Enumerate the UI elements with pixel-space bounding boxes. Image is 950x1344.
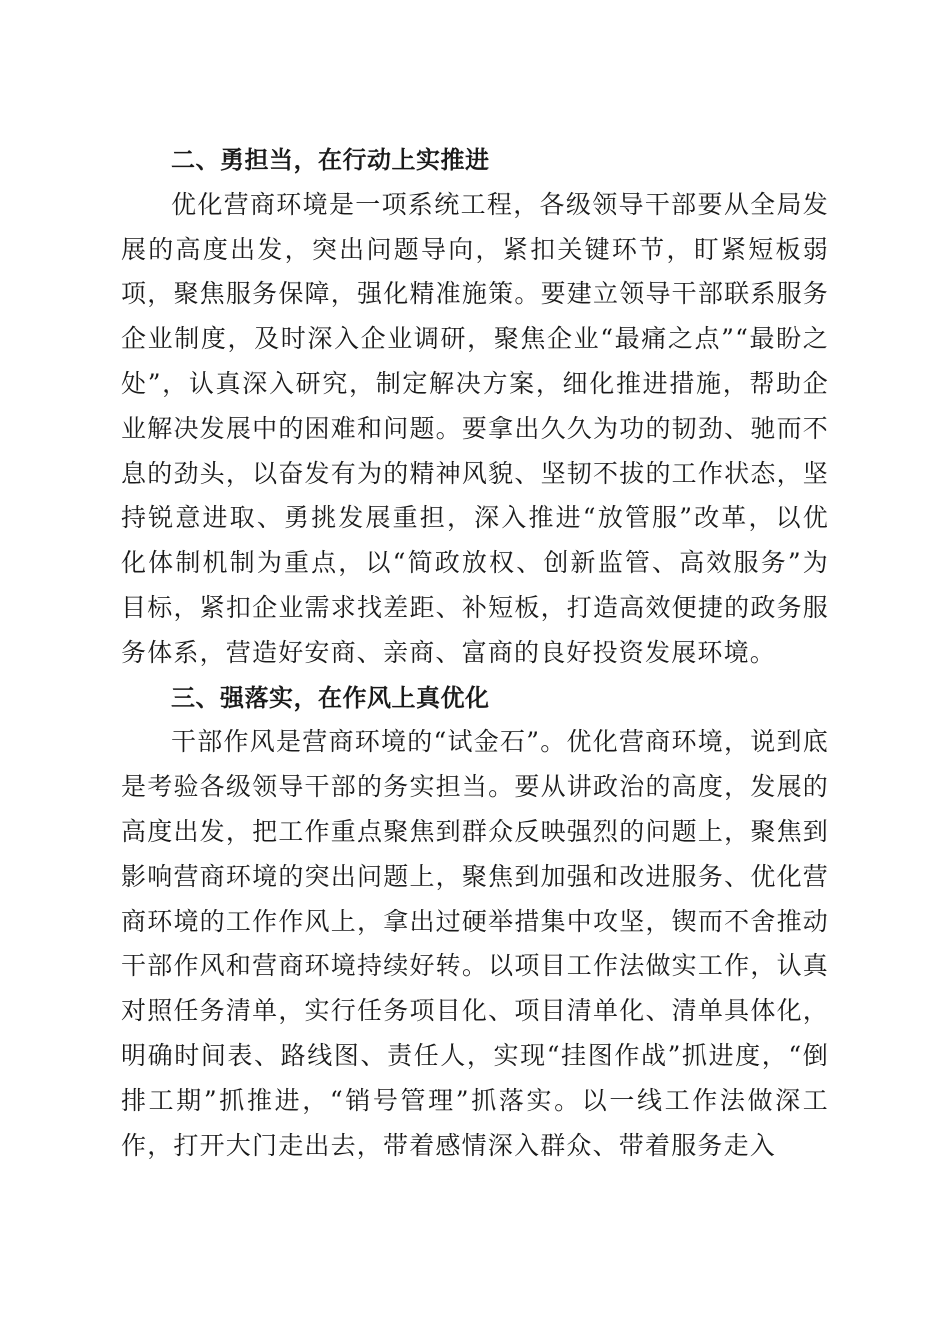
document-body [121, 138, 829, 1168]
section-paragraph: 优化营商环境是一项系统工程，各级领导干部要从全局发展的高度出发，突出问题导向，紧扣关键环节，盯紧短板弱项，聚焦服务保障，强化精准施策。要建立领导干部联系服务企业制度，及时深入企业调研，聚焦企业“最痛之点”“最盼之处”，认真深入研究，制定解决方案，细化推进措施，帮助企业解决发展中的困难和问题。要拿出久久为功的韧劲、驰而不息的劲头，以奋发有为的精神风貌、坚韧不拔的工作状态，坚持锐意进取、勇挑发展重担，深入推进“放管服”改革，以优化体制机制为重点，以“简政放权、创新监管、高效服务”为目标，紧扣企业需求找差距、补短板，打造高效便捷的政务服务体系，营造好安商、亲商、富商的良好投资发展环境。 [121, 189, 829, 667]
section-heading: 三、强落实，在作风上真优化 [171, 683, 490, 712]
section-paragraph: 干部作风是营商环境的“试金石”。优化营商环境，说到底是考验各级领导干部的务实担当。要从讲政治的高度，发展的高度出发，把工作重点聚焦到群众反映强烈的问题上，聚焦到影响营商环境的突出问题上，聚焦到加强和改进服务、优化营商环境的工作作风上，拿出过硬举措集中攻坚，锲而不舍推动干部作风和营商环境持续好转。以项目工作法做实工作，认真对照任务清单，实行任务项目化、项目清单化、清单具体化，明确时间表、路线图、责任人，实现“挂图作战”抓进度，“倒排工期”抓推进，“销号管理”抓落实。以一线工作法做深工作，打开大门走出去，带着感情深入群众、带着服务走入 [121, 727, 829, 1160]
section-heading: 二、勇担当，在行动上实推进 [171, 146, 490, 174]
